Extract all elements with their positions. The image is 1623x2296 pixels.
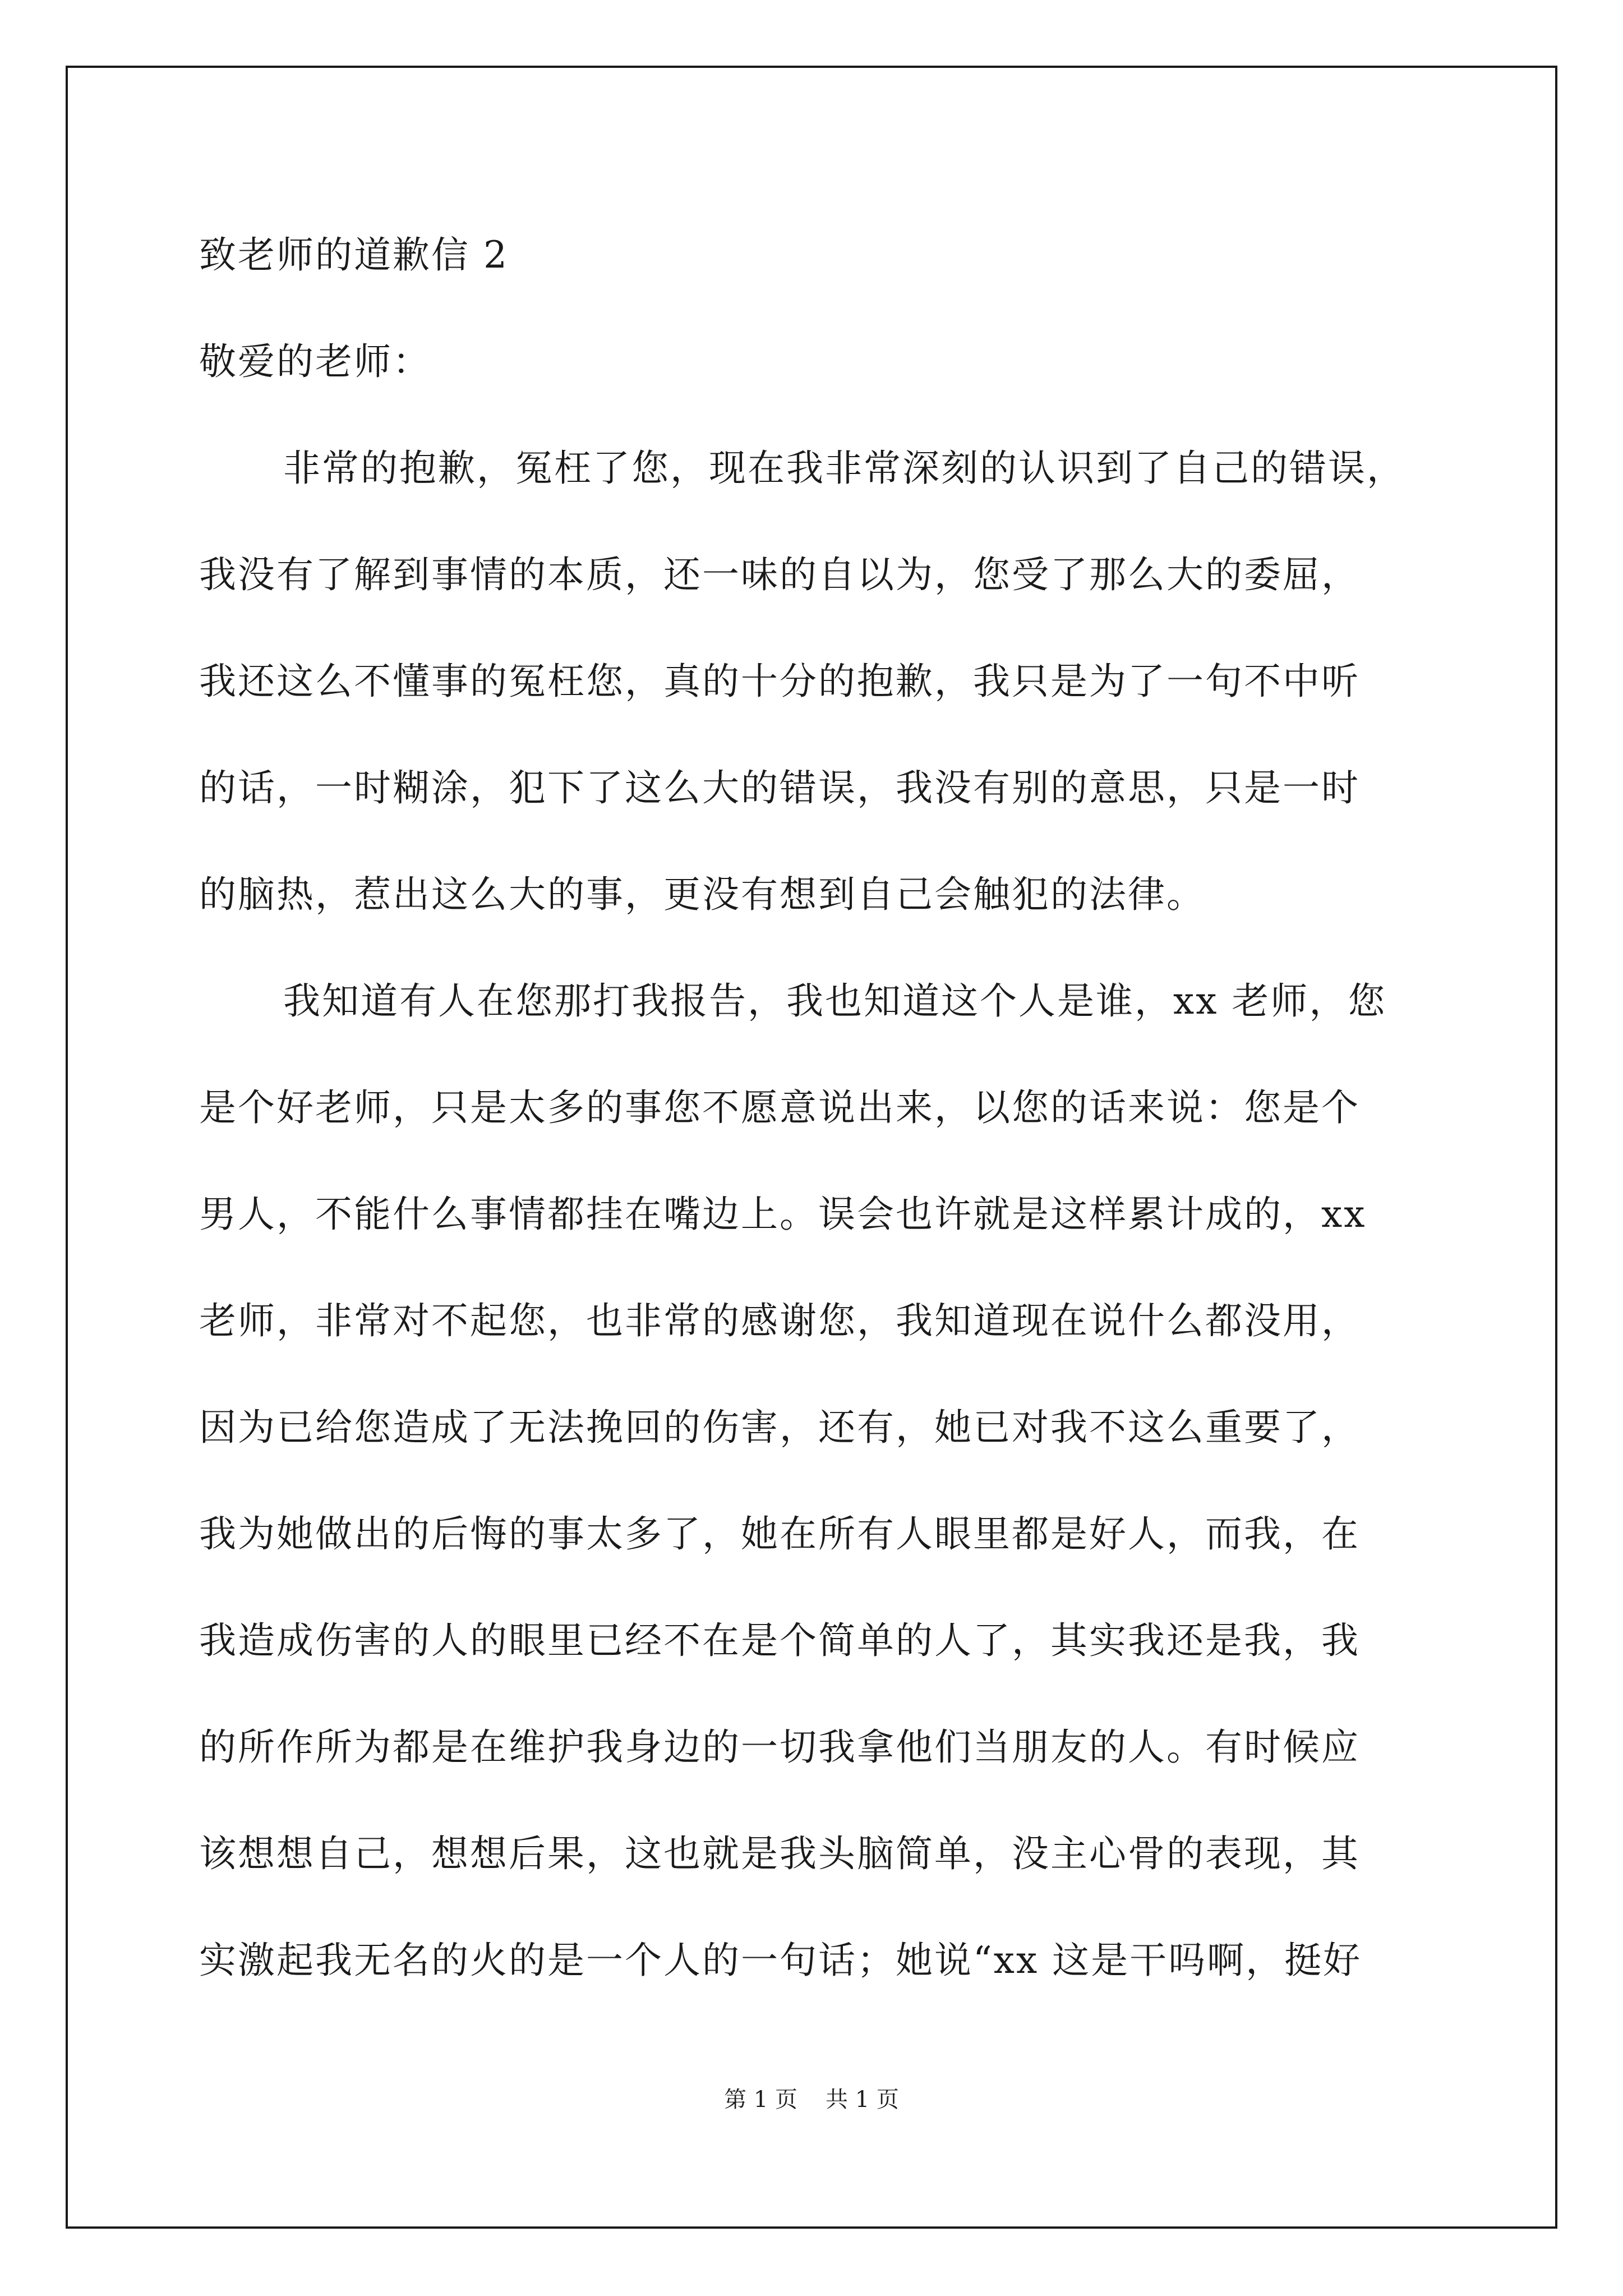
paragraph-line: 我没有了解到事情的本质，还一味的自以为，您受了那么大的委屈， xyxy=(199,553,1360,596)
paragraph-line: 的所作所为都是在维护我身边的一切我拿他们当朋友的人。有时候应 xyxy=(199,1726,1360,1769)
paragraph-line: 我造成伤害的人的眼里已经不在是个简单的人了，其实我还是我，我 xyxy=(199,1619,1360,1662)
paragraph-line: 因为已给您造成了无法挽回的伤害，还有，她已对我不这么重要了， xyxy=(199,1406,1360,1449)
document-title: 致老师的道歉信 2 xyxy=(199,233,509,277)
paragraph-line: 我为她做出的后悔的事太多了，她在所有人眼里都是好人，而我，在 xyxy=(199,1512,1360,1556)
paragraph-line: 是个好老师，只是太多的事您不愿意说出来，以您的话来说：您是个 xyxy=(199,1086,1360,1129)
paragraph-line: 该想想自己，想想后果，这也就是我头脑简单，没主心骨的表现，其 xyxy=(199,1832,1360,1875)
paragraph-line: 老师，非常对不起您，也非常的感谢您，我知道现在说什么都没用， xyxy=(199,1299,1360,1342)
paragraph-1 xyxy=(199,415,1444,948)
paragraph-line: 我还这么不懂事的冤枉您，真的十分的抱歉，我只是为了一句不中听 xyxy=(199,660,1360,703)
paragraph-2 xyxy=(199,948,1444,2014)
paragraph-line: 我知道有人在您那打我报告，我也知道这个人是谁，xx 老师，您 xyxy=(283,979,1387,1023)
paragraph-line: 的脑热，惹出这么大的事，更没有想到自己会触犯的法律。 xyxy=(199,873,1205,916)
document-body xyxy=(199,202,1444,2014)
page-number-total: 共 1 页 xyxy=(826,2087,899,2113)
salutation: 敬爱的老师： xyxy=(199,340,431,383)
paragraph-line: 实激起我无名的火的是一个人的一句话；她说“xx 这是干吗啊，挺好 xyxy=(199,1939,1362,1982)
page-footer xyxy=(0,2086,1623,2114)
paragraph-line: 男人，不能什么事情都挂在嘴边上。误会也许就是这样累计成的，xx xyxy=(199,1193,1367,1236)
page-number-current: 第 1 页 xyxy=(724,2087,797,2113)
paragraph-line: 的话，一时糊涂，犯下了这么大的错误，我没有别的意思，只是一时 xyxy=(199,766,1360,809)
paragraph-line: 非常的抱歉，冤枉了您，现在我非常深刻的认识到了自己的错误， xyxy=(283,447,1405,490)
